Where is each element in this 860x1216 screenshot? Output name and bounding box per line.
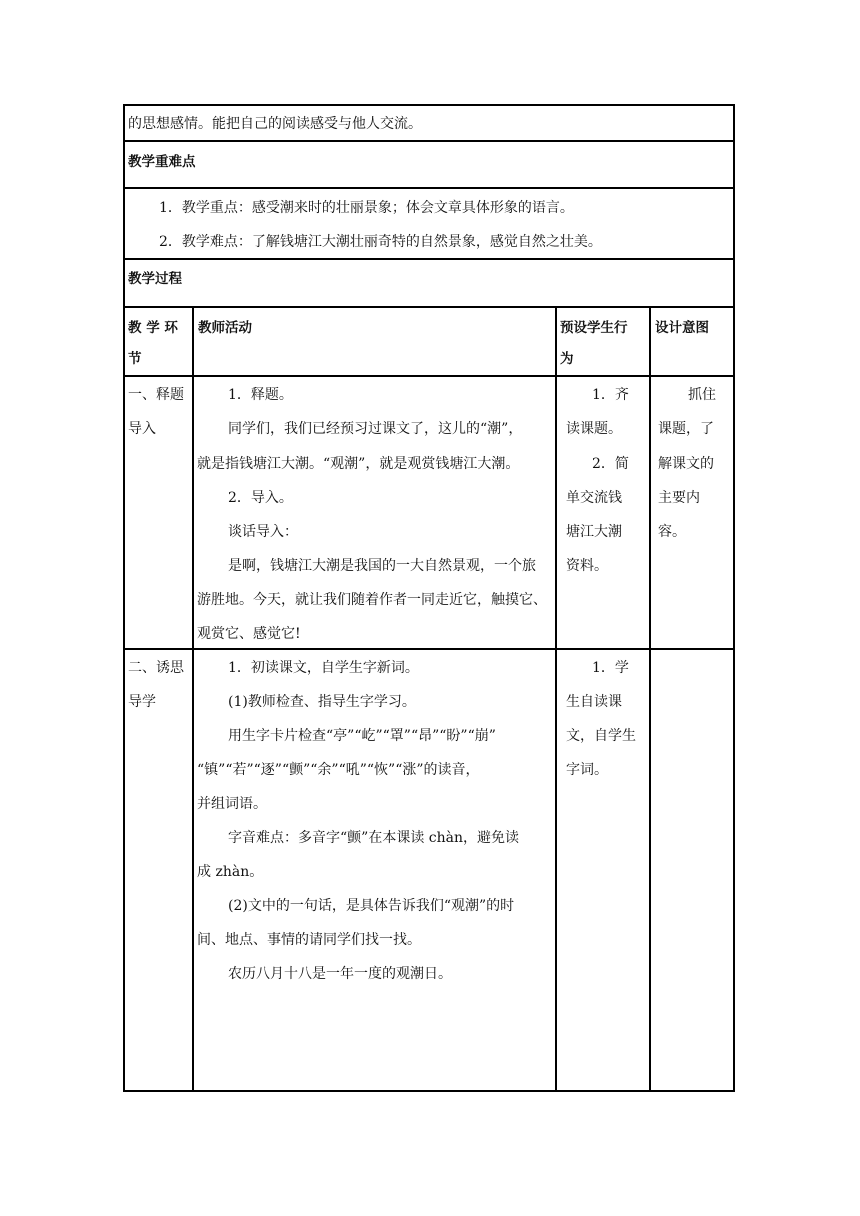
rule-left — [123, 104, 125, 1092]
row1-stage-line1: 一、释题 — [128, 387, 184, 403]
row2-teacher-line: “镇”“若”“逐”“颤”“余”“吼”“恢”“涨”的读音， — [197, 762, 480, 778]
row1-teacher-line: 2．导入。 — [228, 490, 293, 506]
rule-top — [123, 104, 735, 106]
row1-teacher-line: 谈话导入： — [228, 524, 298, 540]
header-student-line1: 预设学生行 — [560, 320, 628, 336]
rule-col-stage — [192, 306, 194, 1092]
row2-teacher-line: 1．初读课文，自学生字新词。 — [228, 660, 419, 676]
rule-after-intro — [123, 140, 735, 142]
rule-right — [733, 104, 735, 1092]
row2-stage-line2: 导学 — [128, 694, 156, 710]
row2-teacher-line: 成 zhàn。 — [197, 864, 264, 880]
difficulty-section-title: 教学重难点 — [128, 154, 196, 170]
row1-teacher-line: 就是指钱塘江大潮。“观潮”，就是观赏钱塘江大潮。 — [197, 456, 520, 472]
rule-after-row1 — [123, 648, 735, 650]
row2-stage-line1: 二、诱思 — [128, 660, 184, 676]
row2-student-line: 字词。 — [566, 762, 608, 778]
row1-stage-line2: 导入 — [128, 421, 156, 437]
rule-bottom — [123, 1090, 735, 1092]
row1-intent-line: 课题，了 — [658, 421, 714, 437]
rule-after-header — [123, 375, 735, 377]
intro-line: 的思想感情。能把自己的阅读感受与他人交流。 — [128, 116, 422, 132]
header-stage-line2: 节 — [128, 351, 142, 367]
row1-teacher-line: 是啊，钱塘江大潮是我国的一大自然景观，一个旅 — [228, 558, 536, 574]
row2-student-line: 1．学 — [592, 660, 629, 676]
row2-teacher-line: 字音难点：多音字“颤”在本课读 chàn，避免读 — [228, 830, 519, 846]
rule-col-teacher — [555, 306, 557, 1092]
row2-teacher-line: 间、地点、事情的请同学们找一找。 — [197, 932, 421, 948]
row1-teacher-line: 观赏它、感觉它! — [197, 626, 301, 642]
row2-teacher-line: 并组词语。 — [197, 796, 267, 812]
row1-teacher-line: 同学们，我们已经预习过课文了，这儿的“潮”， — [228, 421, 523, 437]
row1-intent-line: 抓住 — [688, 387, 716, 403]
header-stage-line1: 教 学 环 — [128, 320, 178, 336]
rule-after-difficulty-title — [123, 187, 735, 189]
rule-after-difficulty-points — [123, 258, 735, 260]
row2-teacher-line: 用生字卡片检查“亭”“屹”“罩”“昂”“盼”“崩” — [228, 728, 496, 744]
header-student-line2: 为 — [560, 351, 574, 367]
row1-intent-line: 容。 — [658, 524, 686, 540]
difficulty-point-2: 2．教学难点：了解钱塘江大潮壮丽奇特的自然景象，感觉自然之壮美。 — [159, 234, 602, 250]
row1-intent-line: 解课文的 — [658, 456, 714, 472]
row1-student-line: 资料。 — [566, 558, 608, 574]
rule-col-student — [649, 306, 651, 1092]
row2-teacher-line: (1)教师检查、指导生字学习。 — [228, 694, 416, 710]
row1-student-line: 2．简 — [592, 456, 629, 472]
row1-student-line: 1．齐 — [592, 387, 629, 403]
row2-student-line: 生自读课 — [566, 694, 622, 710]
row1-student-line: 读课题。 — [566, 421, 622, 437]
process-section-title: 教学过程 — [128, 271, 182, 287]
header-teacher: 教师活动 — [198, 320, 252, 336]
row2-teacher-line: 农历八月十八是一年一度的观潮日。 — [228, 966, 452, 982]
row1-student-line: 单交流钱 — [566, 490, 622, 506]
row1-intent-line: 主要内 — [658, 490, 700, 506]
difficulty-point-1: 1．教学重点：感受潮来时的壮丽景象；体会文章具体形象的语言。 — [159, 200, 574, 216]
row2-teacher-line: (2)文中的一句话，是具体告诉我们“观潮”的时 — [228, 898, 515, 914]
row1-teacher-line: 游胜地。今天，就让我们随着作者一同走近它，触摸它、 — [197, 592, 547, 608]
row1-teacher-line: 1．释题。 — [228, 387, 293, 403]
header-intent: 设计意图 — [655, 320, 709, 336]
row2-student-line: 文，自学生 — [566, 728, 636, 744]
rule-after-process-title — [123, 306, 735, 308]
row1-student-line: 塘江大潮 — [566, 524, 622, 540]
